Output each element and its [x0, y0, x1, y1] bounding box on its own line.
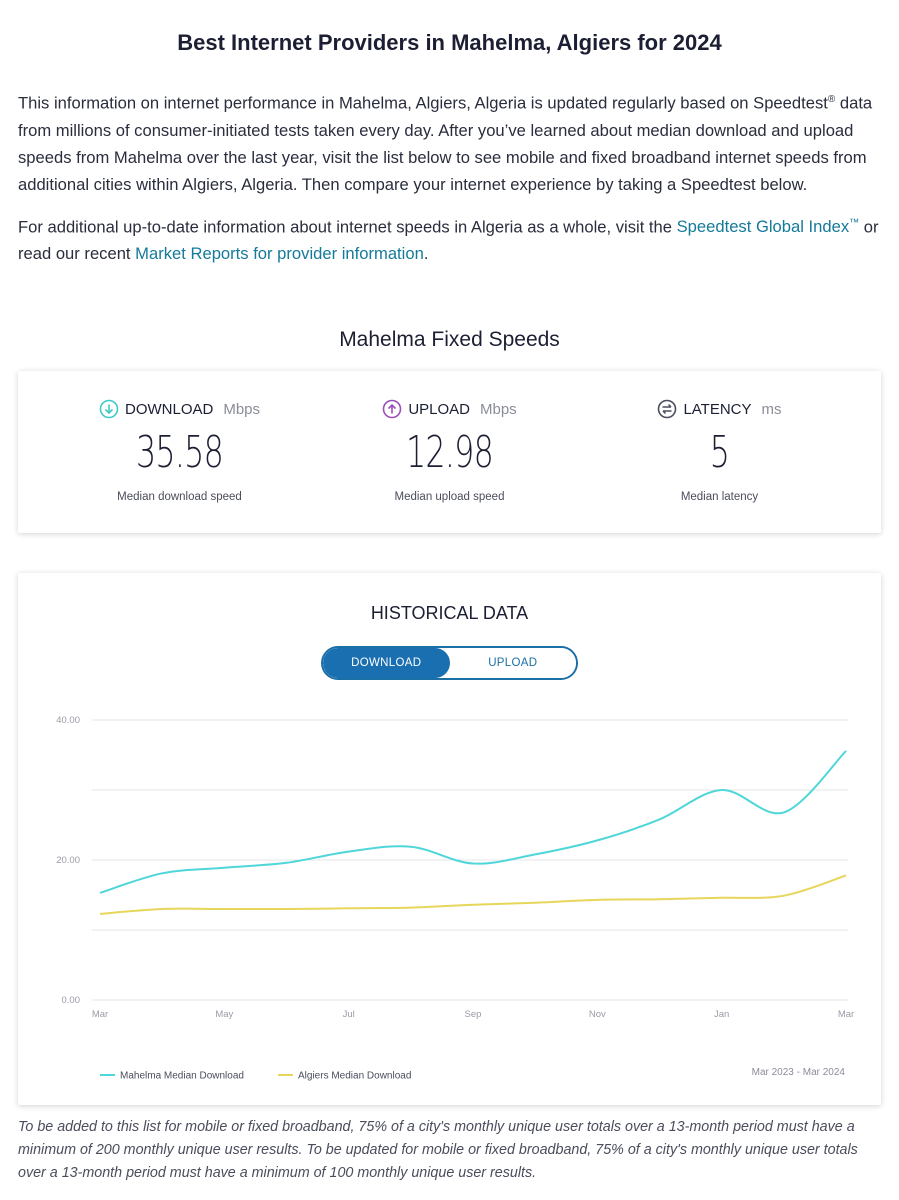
x-tick-label: May — [215, 1009, 234, 1020]
latency-caption: Median latency — [680, 491, 759, 503]
series-line-mahelma — [100, 751, 846, 893]
intro-text — [18, 86, 880, 279]
y-tick-label: 20.00 — [56, 855, 80, 866]
x-tick-label: Sep — [464, 1009, 482, 1020]
fixed-speeds-title: Mahelma Fixed Speeds — [339, 328, 560, 351]
download-unit: Mbps — [223, 400, 261, 418]
legend-label: Algiers Median Download — [298, 1070, 412, 1082]
y-tick-label: 0.00 — [61, 995, 80, 1006]
upload-caption: Median upload speed — [394, 491, 505, 503]
metric-toggle — [321, 646, 578, 680]
download-arrow-icon — [99, 399, 119, 419]
latency-unit: ms — [761, 400, 782, 418]
date-range-note: Mar 2023 - Mar 2024 — [751, 1067, 845, 1078]
x-tick-label: Mar — [837, 1009, 855, 1020]
upload-unit: Mbps — [480, 400, 517, 418]
latency-icon — [657, 399, 677, 419]
latency-value: 5 — [709, 427, 730, 478]
latency-metric — [576, 371, 863, 503]
x-tick-label: Jul — [342, 1009, 355, 1020]
download-caption: Median download speed — [117, 491, 242, 503]
download-value: 35.58 — [135, 427, 224, 478]
latency-label: LATENCY — [683, 400, 752, 418]
upload-metric — [306, 371, 593, 503]
historical-title: HISTORICAL DATA — [370, 603, 529, 623]
market-reports-link[interactable]: Market Reports for provider information — [135, 244, 424, 264]
page-title: Best Internet Providers in Mahelma, Algiers for 2024 — [177, 30, 722, 55]
historical-line-chart — [18, 703, 881, 1083]
download-metric — [36, 371, 323, 503]
upload-arrow-icon — [382, 399, 402, 419]
series-line-algiers — [100, 875, 846, 914]
upload-value: 12.98 — [405, 427, 494, 478]
legend-label: Mahelma Median Download — [120, 1070, 244, 1082]
download-label: DOWNLOAD — [124, 400, 214, 418]
y-tick-label: 40.00 — [56, 715, 80, 726]
speedtest-global-index-link[interactable]: Speedtest Global Index™ — [676, 217, 860, 237]
upload-tab[interactable]: UPLOAD — [450, 648, 577, 678]
footer-note: To be added to this list for mobile or fixed broadband, 75% of a city's monthly unique user totals over a 13-month period must have a minimum of 200 monthly unique user results. To be updated for mobile or fixed broadband, 75% of a city's monthly unique user totals over a 13-month period must have a minimum of 100 monthly unique user results. — [18, 1119, 858, 1181]
x-tick-label: Jan — [714, 1009, 730, 1020]
download-tab[interactable]: DOWNLOAD — [323, 648, 450, 678]
fixed-speeds-card — [18, 371, 881, 533]
historical-data-card — [18, 573, 881, 1105]
intro-paragraph-2: For additional up-to-date information about internet speeds in Algeria as a whole, visit the Speedtest Global Index™ or read our recent Market Reports for provider information. — [18, 217, 879, 264]
intro-paragraph-1: This information on internet performance in Mahelma, Algiers, Algeria is updated regularly based on Speedtest® data from millions of consumer-initiated tests taken every day. After you’ve learned about median download and upload speeds from Mahelma over the last year, visit the list below to see mobile and fixed broadband internet speeds from additional cities within Algiers, Algeria. Then compare your internet experience by taking a Speedtest below. — [18, 93, 873, 194]
x-tick-label: Nov — [588, 1009, 606, 1020]
x-tick-label: Mar — [91, 1009, 109, 1020]
upload-label: UPLOAD — [408, 400, 470, 418]
